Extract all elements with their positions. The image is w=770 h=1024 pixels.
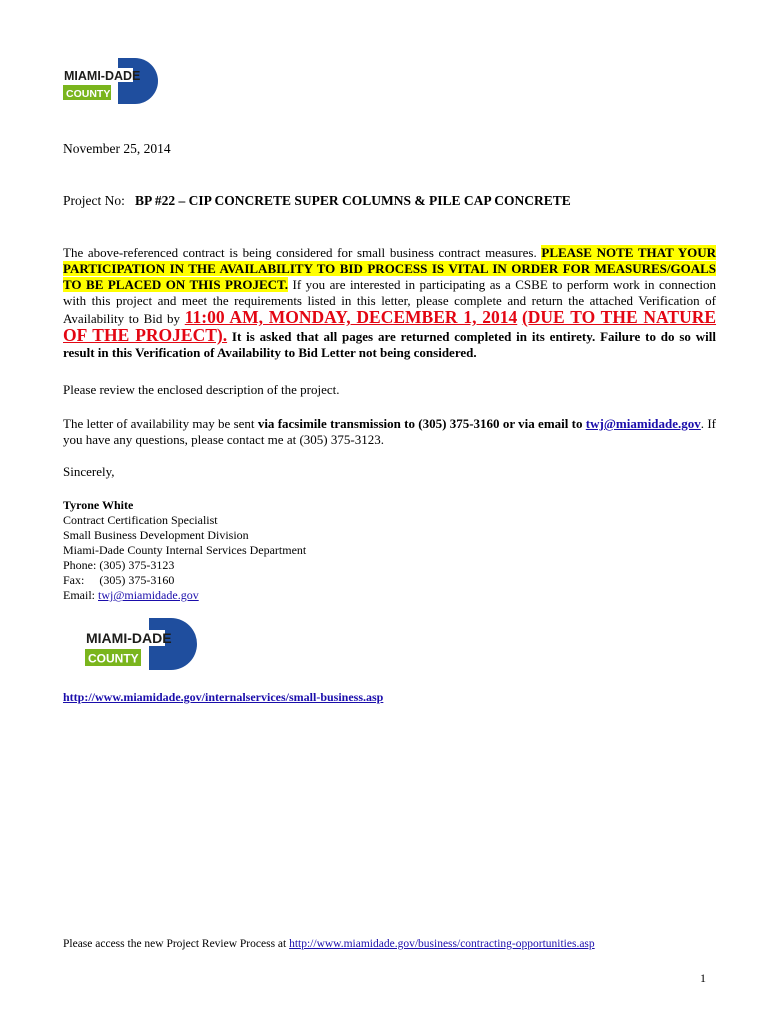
logo-word-county-2: COUNTY — [88, 651, 139, 666]
signer-email-link[interactable]: twj@miamidade.gov — [98, 588, 199, 602]
signer-phone: Phone: (305) 375-3123 — [63, 558, 175, 572]
project-nature-note: (DUE TO THE NATURE OF THE PROJECT). — [63, 307, 717, 345]
project-line — [63, 193, 571, 209]
signer-department: Miami-Dade County Internal Services Department — [63, 543, 307, 557]
email-link[interactable]: twj@miamidade.gov — [585, 416, 701, 431]
closing-salutation: Sincerely, — [63, 464, 115, 479]
logo-word-miami-dade-2: MIAMI-DADE — [86, 630, 172, 646]
fax-number: (305) 375-3160 — [99, 573, 175, 587]
para3-end: . If you have any questions, please contact me at (305) 375-3123. — [63, 416, 716, 447]
para1-closing: It is asked that all pages are returned completed in its entirety. Failure to do so will result in this Verification of Availability to Bid Letter not being considered. — [63, 329, 716, 360]
signer-fax — [63, 573, 306, 588]
small-business-url-link[interactable]: http://www.miamidade.gov/internalservices/small-business.asp — [63, 690, 384, 704]
para1-intro: The above-referenced contract is being considered for small business contract measures. — [63, 245, 542, 260]
fax-label: Fax: — [63, 573, 85, 587]
participation-notice-highlight: PLEASE NOTE THAT YOUR PARTICIPATION IN THE AVAILABILITY TO BID PROCESS IS VITAL IN ORDER FOR MEASURES/GOALS TO BE PLACED ON THIS PROJECT. — [63, 245, 716, 292]
footer-note — [63, 936, 595, 952]
para3-contact-methods: via facsimile transmission to (305) 375-3160 or via email to — [257, 416, 583, 431]
project-label: Project No: — [63, 193, 125, 208]
signer-email — [63, 588, 306, 603]
body-paragraph-1 — [63, 245, 716, 361]
footer-link[interactable]: http://www.miamidade.gov/business/contracting-opportunities.asp — [289, 938, 595, 950]
signature-block — [63, 498, 306, 603]
logo-word-county: COUNTY — [66, 88, 111, 100]
signer-title: Contract Certification Specialist — [63, 513, 218, 527]
deadline-text: 11:00 AM, MONDAY, DECEMBER 1, 2014 — [184, 307, 518, 327]
miami-dade-logo-top — [63, 58, 163, 104]
letter-date: November 25, 2014 — [63, 141, 171, 156]
para3-start: The letter of availability may be sent — [63, 416, 258, 431]
email-label: Email: — [63, 588, 98, 602]
logo-word-miami-dade: MIAMI-DADE — [64, 69, 141, 83]
footer-text: Please access the new Project Review Process at — [63, 938, 290, 950]
signer-division: Small Business Development Division — [63, 528, 249, 542]
miami-dade-logo-bottom — [85, 618, 200, 670]
project-title: BP #22 – CIP CONCRETE SUPER COLUMNS & PILE CAP CONCRETE — [135, 193, 571, 208]
para1-middle: If you are interested in participating as a CSBE to perform work in connection with this project and meet the requirements listed in this letter, please complete and return the attached Verification of Availability to Bid by — [63, 277, 716, 326]
body-paragraph-2: Please review the enclosed description of the project. — [63, 382, 340, 397]
body-paragraph-3 — [63, 416, 716, 448]
page-number: 1 — [700, 971, 706, 985]
signer-name: Tyrone White — [63, 498, 134, 512]
